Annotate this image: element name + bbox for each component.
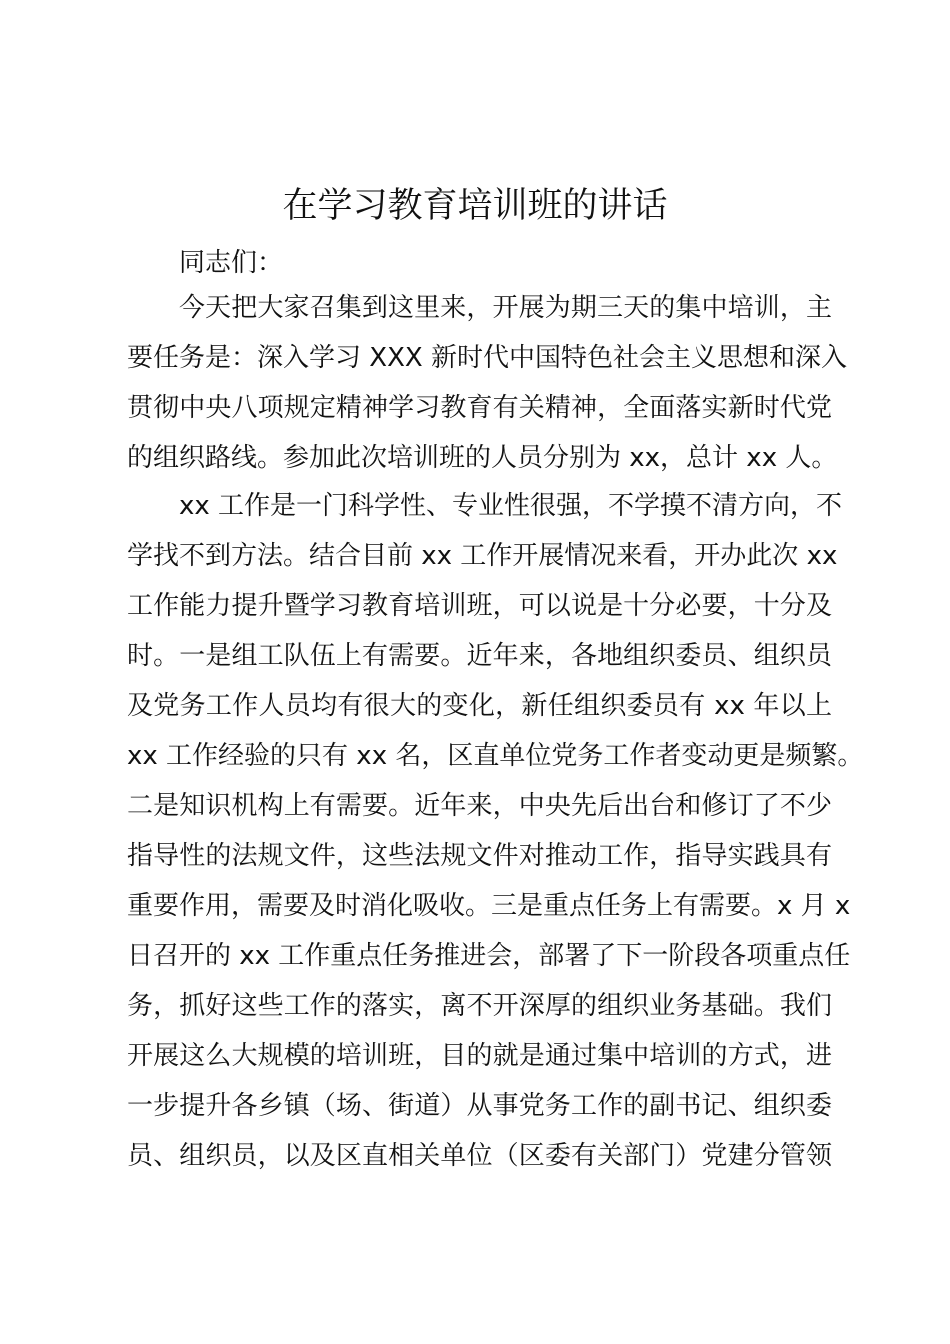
paragraph-line: 员、组织员，以及区直相关单位（区委有关部门）党建分管领: [127, 1141, 832, 1171]
paragraph-line: xx 工作经验的只有 xx 名，区直单位党务工作者变动更是频繁。: [127, 741, 864, 771]
paragraph-line: 二是知识机构上有需要。近年来，中央先后出台和修订了不少: [127, 791, 832, 821]
document-title: 在学习教育培训班的讲话: [282, 186, 668, 226]
paragraph-line: 务，抓好这些工作的落实，离不开深厚的组织业务基础。我们: [127, 991, 832, 1021]
paragraph-line: 一步提升各乡镇（场、街道）从事党务工作的副书记、组织委: [127, 1091, 832, 1121]
paragraph-line: 要任务是：深入学习 XXX 新时代中国特色社会主义思想和深入: [127, 343, 847, 373]
paragraph-1: [127, 283, 847, 483]
paragraph-line: 今天把大家召集到这里来，开展为期三天的集中培训，主: [179, 293, 832, 323]
paragraph-line: 时。一是组工队伍上有需要。近年来，各地组织委员、组织员: [127, 641, 832, 671]
paragraph-line: 工作能力提升暨学习教育培训班，可以说是十分必要，十分及: [127, 591, 832, 621]
paragraph-line: 指导性的法规文件，这些法规文件对推动工作，指导实践具有: [127, 841, 832, 871]
salutation-line: 同志们：: [179, 248, 284, 278]
paragraph-line: 学找不到方法。结合目前 xx 工作开展情况来看，开办此次 xx: [127, 541, 838, 571]
paragraph-line: 的组织路线。参加此次培训班的人员分别为 xx，总计 xx 人。: [127, 443, 838, 473]
paragraph-line: 开展这么大规模的培训班，目的就是通过集中培训的方式，进: [127, 1041, 832, 1071]
salutation: [127, 238, 832, 288]
paragraph-2: [127, 481, 864, 1181]
paragraph-line: 及党务工作人员均有很大的变化，新任组织委员有 xx 年以上: [127, 691, 832, 721]
paragraph-line: 重要作用，需要及时消化吸收。三是重点任务上有需要。x 月 x: [127, 891, 851, 921]
paragraph-line: 贯彻中央八项规定精神学习教育有关精神，全面落实新时代党: [127, 393, 832, 423]
paragraph-line: 日召开的 xx 工作重点任务推进会，部署了下一阶段各项重点任: [127, 941, 851, 971]
paragraph-line: xx 工作是一门科学性、专业性很强，不学摸不清方向，不: [179, 491, 843, 521]
